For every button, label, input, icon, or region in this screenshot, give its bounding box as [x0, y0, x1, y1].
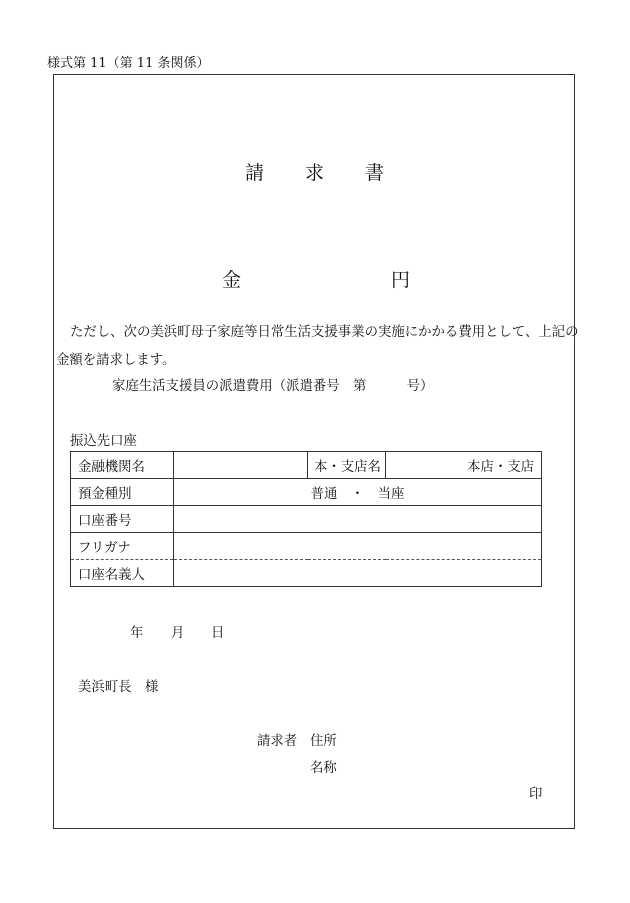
institution-label: 金融機関名: [71, 452, 174, 479]
account-holder-field[interactable]: [174, 560, 542, 587]
date-day-label: 日: [211, 626, 225, 641]
table-row-account-holder: [71, 560, 542, 587]
date-year-label: 年: [130, 626, 144, 641]
deposit-type-label: 預金種別: [71, 479, 174, 506]
addressee: 美浜町長 様: [78, 680, 159, 695]
branch-field[interactable]: 本店・支店: [386, 452, 542, 479]
dispatch-fee-line: 家庭生活支援員の派遣費用（派遣番号 第 号）: [112, 379, 434, 394]
body-line-2: 金額を請求します。: [56, 353, 176, 368]
table-row-institution: [71, 452, 542, 479]
document-title: [0, 158, 630, 185]
body-line-1: ただし、次の美浜町母子家庭等日常生活支援事業の実施にかかる費用として、上記の: [70, 325, 579, 340]
seal-mark: 印: [529, 787, 543, 802]
deposit-type-field[interactable]: 普通 ・ 当座: [174, 479, 542, 506]
branch-label: 本・支店名: [308, 452, 386, 479]
amount-suffix: 円: [391, 269, 411, 291]
table-row-account-number: [71, 506, 542, 533]
amount-prefix: 金: [222, 269, 242, 291]
name-label: 名称: [310, 761, 337, 776]
bank-account-heading: 振込先口座: [70, 434, 137, 449]
account-number-field[interactable]: [174, 506, 542, 533]
title-char-1: 請: [244, 162, 265, 184]
title-char-3: 書: [365, 162, 386, 184]
account-number-label: 口座番号: [71, 506, 174, 533]
furigana-field[interactable]: [174, 533, 542, 560]
date-month-label: 月: [171, 626, 185, 641]
title-char-2: 求: [304, 162, 325, 184]
furigana-label: フリガナ: [71, 533, 174, 560]
account-holder-label: 口座名義人: [71, 560, 174, 587]
table-row-deposit-type: [71, 479, 542, 506]
requester-label: 請求者: [257, 734, 298, 749]
institution-field[interactable]: [174, 452, 308, 479]
bank-account-table: [70, 451, 542, 587]
address-label: 住所: [310, 734, 337, 749]
form-number-label: 様式第 11（第 11 条関係）: [47, 56, 210, 71]
table-row-furigana: [71, 533, 542, 560]
